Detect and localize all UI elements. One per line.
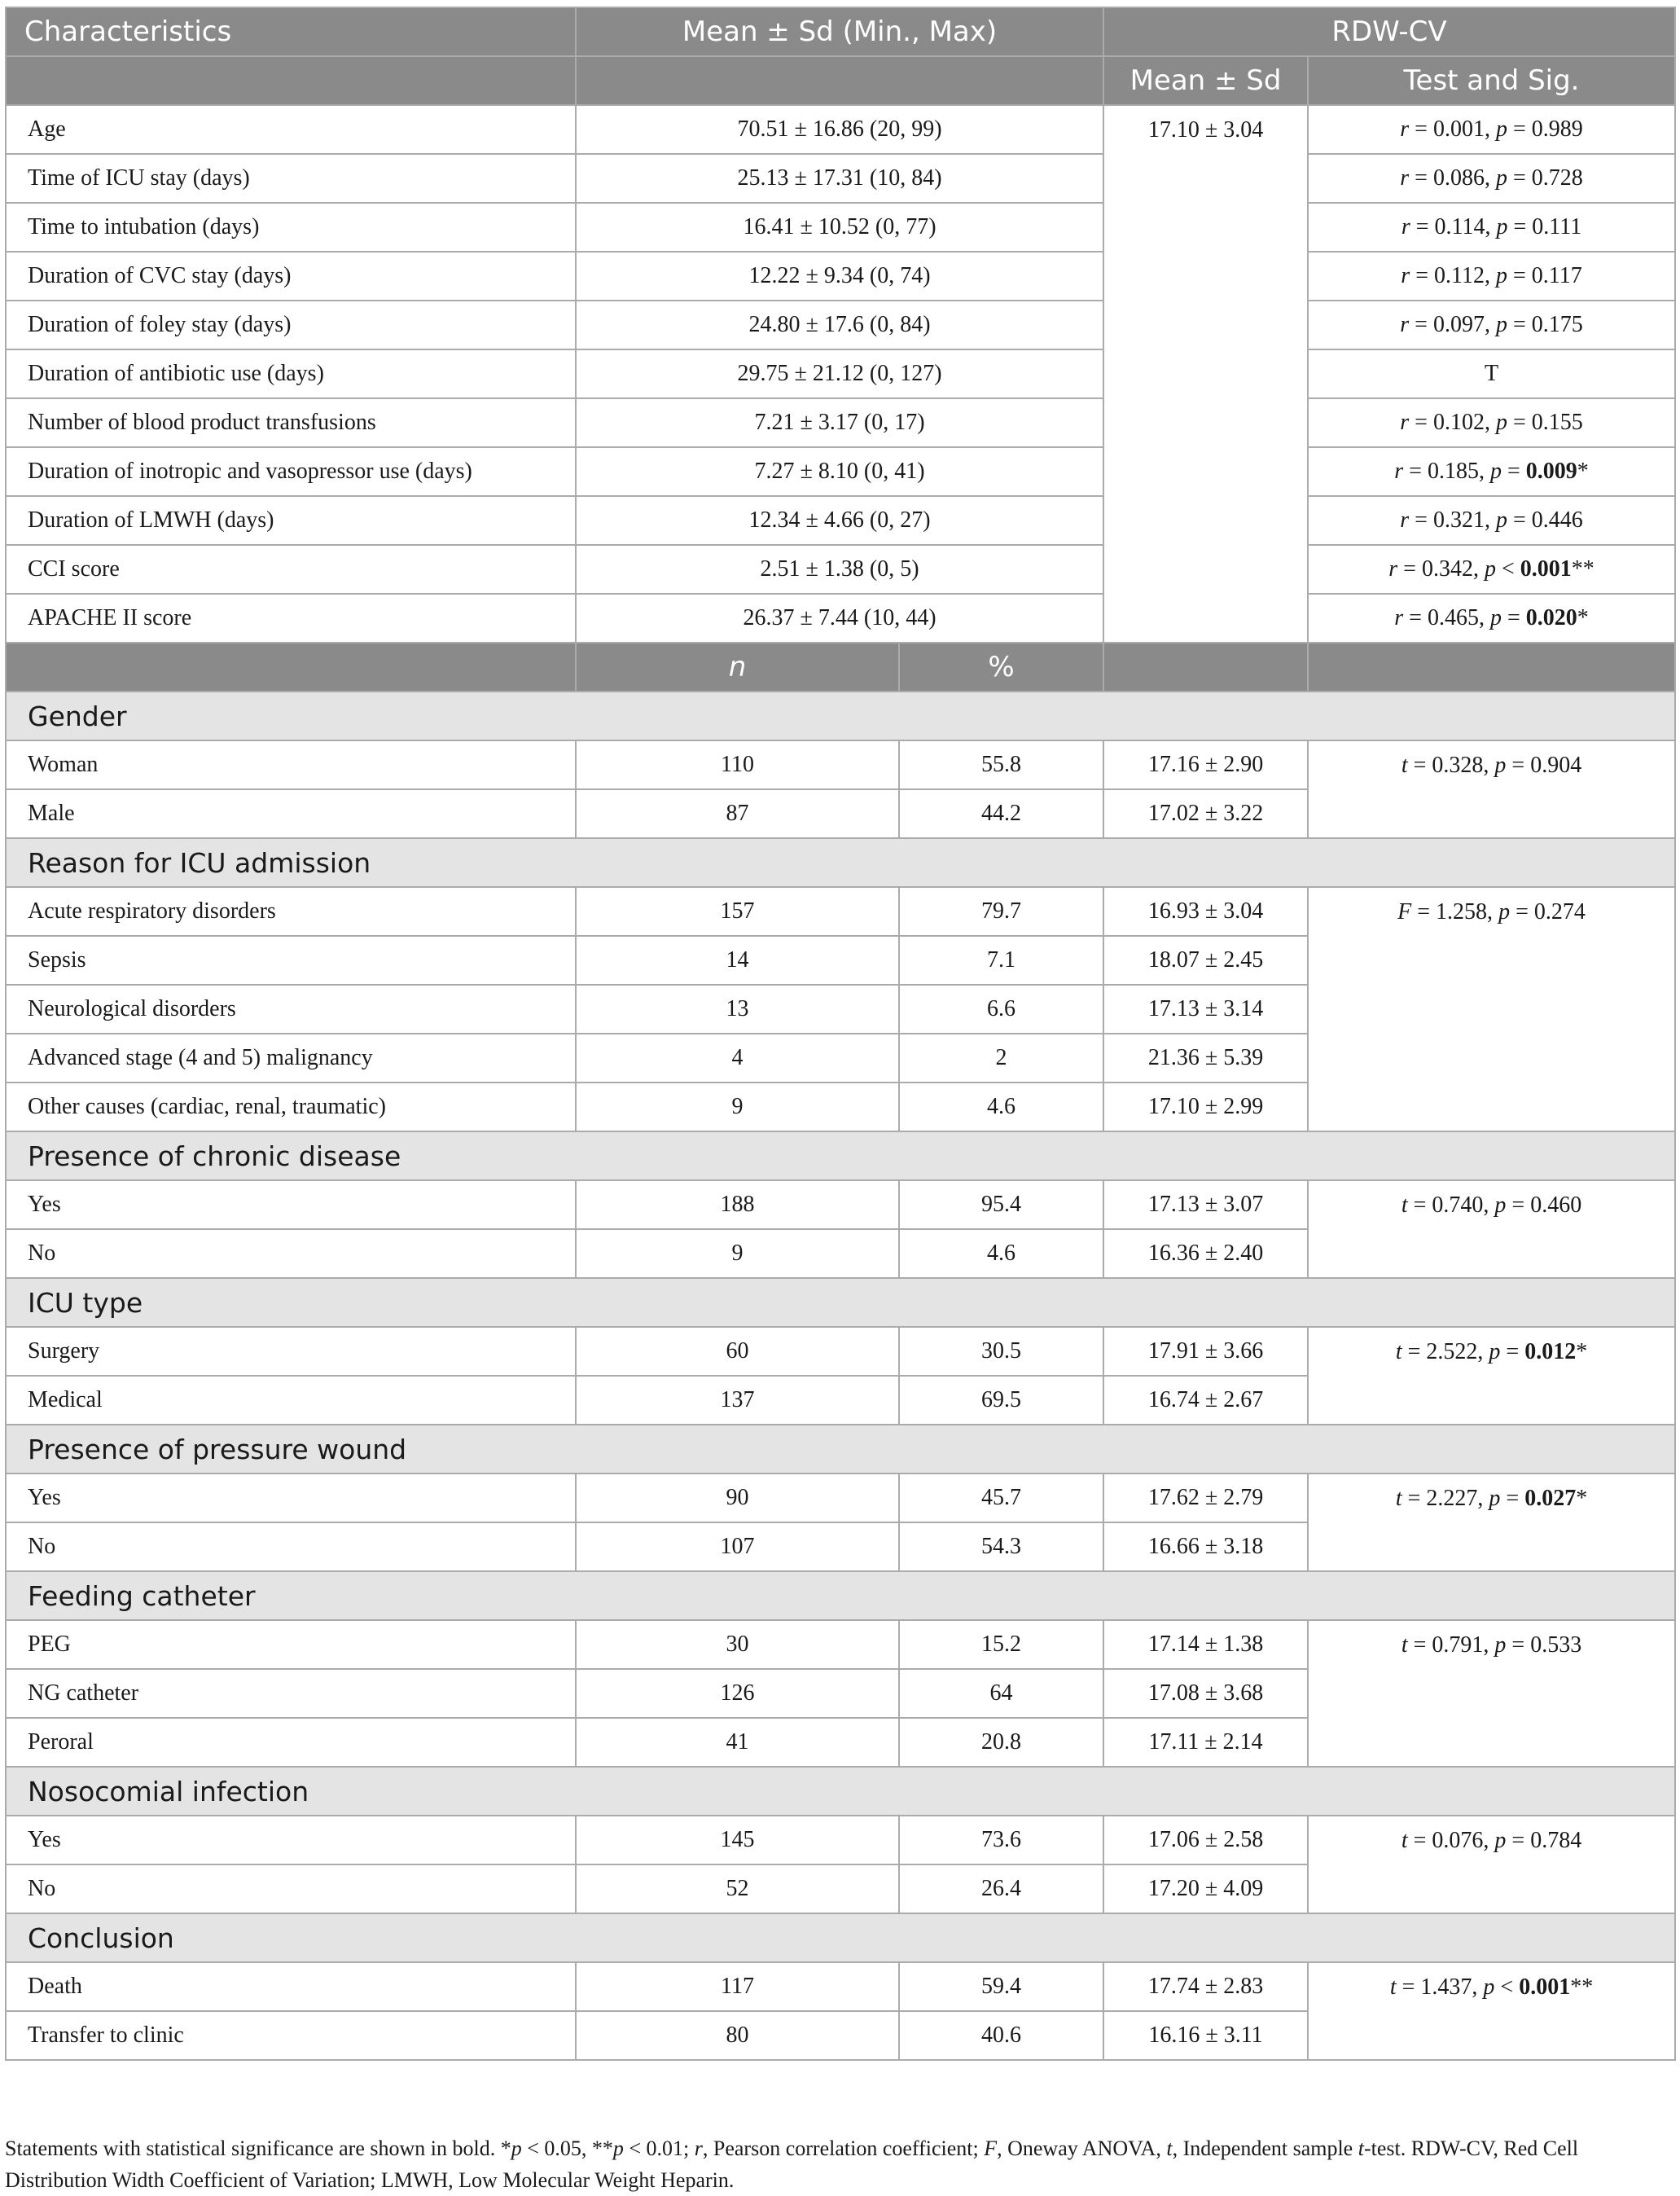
percent: 7.1 — [899, 936, 1103, 985]
header-mean-sd: Mean ± Sd — [1103, 56, 1308, 105]
table-row — [6, 496, 1675, 545]
row-label: CCI score — [6, 545, 576, 594]
row-label: PEG — [6, 1620, 576, 1669]
test-sig: t = 0.791, p = 0.533 — [1308, 1620, 1675, 1767]
header-empty — [576, 56, 1103, 105]
table-row — [6, 594, 1675, 643]
group-title: Reason for ICU admission — [6, 838, 1675, 887]
group-header-row — [6, 692, 1675, 740]
row-label: Time to intubation (days) — [6, 203, 576, 252]
mean-sd-minmax: 2.51 ± 1.38 (0, 5) — [576, 545, 1103, 594]
test-sig: r = 0.114, p = 0.111 — [1308, 203, 1675, 252]
row-label: APACHE II score — [6, 594, 576, 643]
row-label: Sepsis — [6, 936, 576, 985]
count-n: 60 — [576, 1327, 899, 1376]
header-empty — [1103, 643, 1308, 692]
test-sig: t = 0.328, p = 0.904 — [1308, 740, 1675, 838]
row-label: Medical — [6, 1376, 576, 1425]
table-row — [6, 203, 1675, 252]
mean-sd-minmax: 16.41 ± 10.52 (0, 77) — [576, 203, 1103, 252]
group-title: Feeding catheter — [6, 1571, 1675, 1620]
row-label: Duration of foley stay (days) — [6, 301, 576, 349]
header-percent: % — [899, 643, 1103, 692]
group-header-row — [6, 1425, 1675, 1474]
percent: 15.2 — [899, 1620, 1103, 1669]
mean-sd-minmax: 25.13 ± 17.31 (10, 84) — [576, 154, 1103, 203]
rdw-mean-sd: 17.13 ± 3.14 — [1103, 985, 1308, 1034]
percent: 59.4 — [899, 1962, 1103, 2011]
count-n: 9 — [576, 1229, 899, 1278]
row-label: Death — [6, 1962, 576, 2011]
count-n: 13 — [576, 985, 899, 1034]
count-n: 80 — [576, 2011, 899, 2060]
rdw-mean-sd: 17.14 ± 1.38 — [1103, 1620, 1308, 1669]
table-row — [6, 349, 1675, 398]
count-n: 9 — [576, 1083, 899, 1131]
row-label: Yes — [6, 1816, 576, 1864]
table-body — [6, 105, 1675, 2060]
test-sig: r = 0.112, p = 0.117 — [1308, 252, 1675, 301]
table-row — [6, 1327, 1675, 1376]
percent: 69.5 — [899, 1376, 1103, 1425]
row-label: Duration of antibiotic use (days) — [6, 349, 576, 398]
header-empty — [6, 56, 576, 105]
rdw-mean-sd: 17.13 ± 3.07 — [1103, 1180, 1308, 1229]
row-label: Duration of CVC stay (days) — [6, 252, 576, 301]
rdw-mean-sd: 17.74 ± 2.83 — [1103, 1962, 1308, 2011]
count-n: 188 — [576, 1180, 899, 1229]
rdw-mean-sd: 17.20 ± 4.09 — [1103, 1864, 1308, 1913]
row-label: Yes — [6, 1180, 576, 1229]
rdw-mean-sd: 17.11 ± 2.14 — [1103, 1718, 1308, 1767]
row-label: Duration of inotropic and vasopressor use (days) — [6, 447, 576, 496]
percent: 44.2 — [899, 789, 1103, 838]
percent: 79.7 — [899, 887, 1103, 936]
percent: 64 — [899, 1669, 1103, 1718]
group-title: ICU type — [6, 1278, 1675, 1327]
rdw-mean-sd: 17.02 ± 3.22 — [1103, 789, 1308, 838]
test-sig: t = 1.437, p < 0.001** — [1308, 1962, 1675, 2060]
header-characteristics: Characteristics — [6, 7, 576, 56]
row-label: NG catheter — [6, 1669, 576, 1718]
rdw-mean-sd: 17.10 ± 2.99 — [1103, 1083, 1308, 1131]
percent: 95.4 — [899, 1180, 1103, 1229]
percent: 2 — [899, 1034, 1103, 1083]
header-test-sig: Test and Sig. — [1308, 56, 1675, 105]
row-label: No — [6, 1864, 576, 1913]
test-sig: r = 0.086, p = 0.728 — [1308, 154, 1675, 203]
count-n: 52 — [576, 1864, 899, 1913]
rdw-mean-sd: 17.06 ± 2.58 — [1103, 1816, 1308, 1864]
row-label: No — [6, 1229, 576, 1278]
row-label: Yes — [6, 1474, 576, 1522]
row-label: Number of blood product transfusions — [6, 398, 576, 447]
test-sig: r = 0.001, p = 0.989 — [1308, 105, 1675, 154]
count-n: 110 — [576, 740, 899, 789]
table-row — [6, 398, 1675, 447]
rdw-mean-sd: 16.16 ± 3.11 — [1103, 2011, 1308, 2060]
test-sig: r = 0.185, p = 0.009* — [1308, 447, 1675, 496]
header-rdw-cv: RDW-CV — [1103, 7, 1675, 56]
row-label: Time of ICU stay (days) — [6, 154, 576, 203]
header-n: n — [576, 643, 899, 692]
row-label: Advanced stage (4 and 5) malignancy — [6, 1034, 576, 1083]
test-sig: T — [1308, 349, 1675, 398]
count-n: 90 — [576, 1474, 899, 1522]
table-footnote: Statements with statistical significance are shown in bold. *p < 0.05, **p < 0.01; r, Pearson correlation coefficient; F, Oneway ANOVA, t, Independent sample t-test. RDW-CV, Red Cell Distribution Width Coefficient of Variation; LMWH, Low Molecular Weight Heparin. — [5, 2137, 1579, 2192]
test-sig: r = 0.321, p = 0.446 — [1308, 496, 1675, 545]
row-label: Duration of LMWH (days) — [6, 496, 576, 545]
percent: 20.8 — [899, 1718, 1103, 1767]
count-n: 157 — [576, 887, 899, 936]
percent: 30.5 — [899, 1327, 1103, 1376]
percent: 26.4 — [899, 1864, 1103, 1913]
header-empty — [1308, 643, 1675, 692]
percent: 54.3 — [899, 1522, 1103, 1571]
mean-sd-minmax: 24.80 ± 17.6 (0, 84) — [576, 301, 1103, 349]
table-row — [6, 447, 1675, 496]
rdw-mean-sd: 17.16 ± 2.90 — [1103, 740, 1308, 789]
table-row — [6, 1620, 1675, 1669]
table-row — [6, 1816, 1675, 1864]
rdw-mean-sd: 16.93 ± 3.04 — [1103, 887, 1308, 936]
table-row — [6, 154, 1675, 203]
mean-sd-minmax: 29.75 ± 21.12 (0, 127) — [576, 349, 1103, 398]
test-sig: r = 0.342, p < 0.001** — [1308, 545, 1675, 594]
row-label: Acute respiratory disorders — [6, 887, 576, 936]
group-title: Gender — [6, 692, 1675, 740]
percent: 40.6 — [899, 2011, 1103, 2060]
table-row — [6, 105, 1675, 154]
test-sig: F = 1.258, p = 0.274 — [1308, 887, 1675, 1131]
test-sig: t = 2.522, p = 0.012* — [1308, 1327, 1675, 1425]
rdw-mean-sd: 17.08 ± 3.68 — [1103, 1669, 1308, 1718]
group-title: Conclusion — [6, 1913, 1675, 1962]
table-row — [6, 545, 1675, 594]
rdw-cv-table — [5, 7, 1676, 2061]
group-header-row — [6, 838, 1675, 887]
rdw-mean-sd: 17.10 ± 3.04 — [1103, 105, 1308, 643]
row-label: Male — [6, 789, 576, 838]
row-label: Woman — [6, 740, 576, 789]
mean-sd-minmax: 7.21 ± 3.17 (0, 17) — [576, 398, 1103, 447]
group-title: Presence of pressure wound — [6, 1425, 1675, 1474]
test-sig: r = 0.465, p = 0.020* — [1308, 594, 1675, 643]
group-header-row — [6, 1571, 1675, 1620]
rdw-mean-sd: 16.66 ± 3.18 — [1103, 1522, 1308, 1571]
group-header-row — [6, 1767, 1675, 1816]
table-row — [6, 301, 1675, 349]
table-row — [6, 1474, 1675, 1522]
row-label: Surgery — [6, 1327, 576, 1376]
test-sig: t = 0.076, p = 0.784 — [1308, 1816, 1675, 1913]
table-row — [6, 887, 1675, 936]
count-n: 41 — [576, 1718, 899, 1767]
count-n: 137 — [576, 1376, 899, 1425]
count-n: 30 — [576, 1620, 899, 1669]
percent: 6.6 — [899, 985, 1103, 1034]
rdw-mean-sd: 16.36 ± 2.40 — [1103, 1229, 1308, 1278]
row-label: Other causes (cardiac, renal, traumatic) — [6, 1083, 576, 1131]
percent: 45.7 — [899, 1474, 1103, 1522]
mean-sd-minmax: 12.22 ± 9.34 (0, 74) — [576, 252, 1103, 301]
mean-sd-minmax: 12.34 ± 4.66 (0, 27) — [576, 496, 1103, 545]
group-title: Nosocomial infection — [6, 1767, 1675, 1816]
table-container — [5, 7, 1674, 2061]
count-n: 145 — [576, 1816, 899, 1864]
test-sig: t = 0.740, p = 0.460 — [1308, 1180, 1675, 1278]
percent: 4.6 — [899, 1229, 1103, 1278]
mean-sd-minmax: 7.27 ± 8.10 (0, 41) — [576, 447, 1103, 496]
group-header-row — [6, 1913, 1675, 1962]
test-sig: r = 0.102, p = 0.155 — [1308, 398, 1675, 447]
row-label: Neurological disorders — [6, 985, 576, 1034]
rdw-mean-sd: 17.91 ± 3.66 — [1103, 1327, 1308, 1376]
subheader-row — [6, 643, 1675, 692]
group-header-row — [6, 1278, 1675, 1327]
percent: 73.6 — [899, 1816, 1103, 1864]
table-row — [6, 740, 1675, 789]
percent: 4.6 — [899, 1083, 1103, 1131]
rdw-mean-sd: 18.07 ± 2.45 — [1103, 936, 1308, 985]
row-label: No — [6, 1522, 576, 1571]
test-sig: t = 2.227, p = 0.027* — [1308, 1474, 1675, 1571]
group-header-row — [6, 1131, 1675, 1180]
count-n: 4 — [576, 1034, 899, 1083]
count-n: 87 — [576, 789, 899, 838]
rdw-mean-sd: 21.36 ± 5.39 — [1103, 1034, 1308, 1083]
count-n: 126 — [576, 1669, 899, 1718]
table-row — [6, 1962, 1675, 2011]
count-n: 14 — [576, 936, 899, 985]
mean-sd-minmax: 26.37 ± 7.44 (10, 44) — [576, 594, 1103, 643]
row-label: Transfer to clinic — [6, 2011, 576, 2060]
rdw-mean-sd: 17.62 ± 2.79 — [1103, 1474, 1308, 1522]
table-row — [6, 1180, 1675, 1229]
table-row — [6, 252, 1675, 301]
mean-sd-minmax: 70.51 ± 16.86 (20, 99) — [576, 105, 1103, 154]
header-mean-sd-minmax: Mean ± Sd (Min., Max) — [576, 7, 1103, 56]
count-n: 117 — [576, 1962, 899, 2011]
group-title: Presence of chronic disease — [6, 1131, 1675, 1180]
count-n: 107 — [576, 1522, 899, 1571]
rdw-mean-sd: 16.74 ± 2.67 — [1103, 1376, 1308, 1425]
row-label: Age — [6, 105, 576, 154]
row-label: Peroral — [6, 1718, 576, 1767]
header-empty — [6, 643, 576, 692]
test-sig: r = 0.097, p = 0.175 — [1308, 301, 1675, 349]
percent: 55.8 — [899, 740, 1103, 789]
